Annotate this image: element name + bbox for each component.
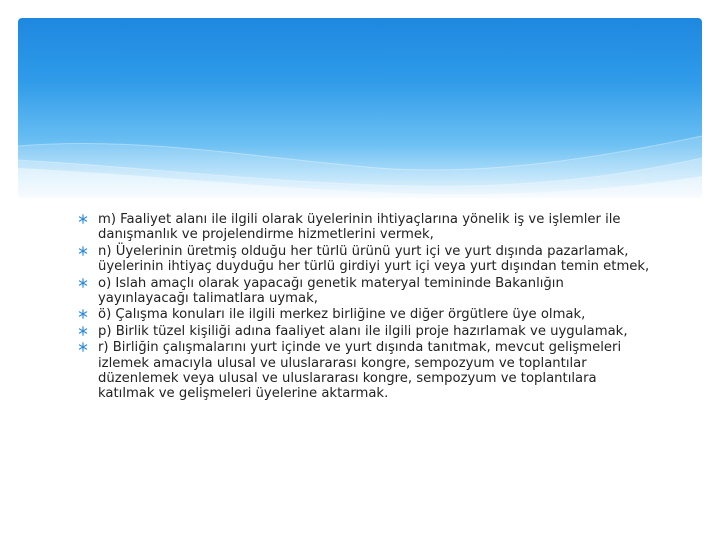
header-banner <box>18 18 702 198</box>
asterisk-bullet-icon <box>78 309 88 319</box>
asterisk-bullet-icon <box>78 214 88 224</box>
content-area <box>78 212 653 403</box>
list-item-text: r) Birliğin çalışmalarını yurt içinde ve yurt dışında tanıtmak, mevcut gelişmeleri izlemek amacıyla ulusal ve uluslararası kongre, sempozyum ve toplantılar düzenlemek veya ulusal ve uluslararası kongre, sempozyum ve toplantılara katılmak ve gelişmeleri üyelerine aktarmak. <box>98 340 622 402</box>
list-item <box>78 324 653 339</box>
asterisk-bullet-icon <box>78 278 88 288</box>
header-wave-decoration <box>18 18 702 198</box>
list-item-text: p) Birlik tüzel kişiliği adına faaliyet alanı ile ilgili proje hazırlamak ve uygulamak, <box>98 323 628 339</box>
list-item-text: ö) Çalışma konuları ile ilgili merkez birliğine ve diğer örgütlere üye olmak, <box>98 307 586 323</box>
list-item <box>78 244 653 275</box>
list-item <box>78 307 653 322</box>
list-item-text: m) Faaliyet alanı ile ilgili olarak üyelerinin ihtiyaçlarına yönelik iş ve işlemler ile danışmanlık ve projelendirme hizmetlerini vermek, <box>98 212 621 243</box>
asterisk-bullet-icon <box>78 246 88 256</box>
list-item-text: o) Islah amaçlı olarak yapacağı genetik materyal temininde Bakanlığın yayınlayacağı talimatlara uymak, <box>98 275 564 307</box>
bullet-list <box>78 212 653 402</box>
list-item <box>78 340 653 402</box>
list-item <box>78 212 653 243</box>
asterisk-bullet-icon <box>78 326 88 336</box>
list-item <box>78 276 653 307</box>
asterisk-bullet-icon <box>78 342 88 352</box>
list-item-text: n) Üyelerinin üretmiş olduğu her türlü ürünü yurt içi ve yurt dışında pazarlamak, üyelerinin ihtiyaç duyduğu her türlü girdiyi yurt içi veya yurt dışından temin etmek, <box>98 243 650 275</box>
